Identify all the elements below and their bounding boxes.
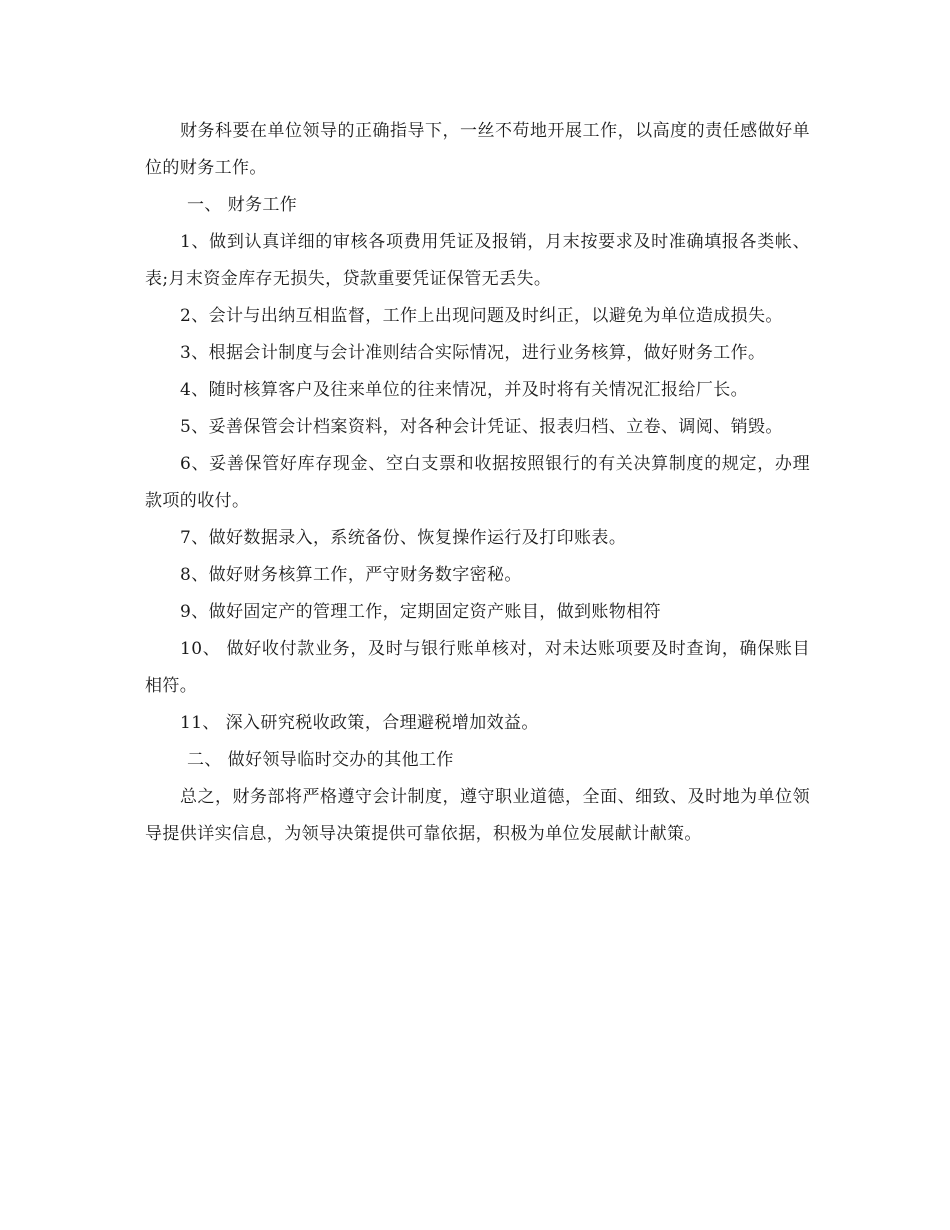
intro-paragraph: 财务科要在单位领导的正确指导下，一丝不苟地开展工作，以高度的责任感做好单位的财务工作。 [145,121,810,178]
list-item: 5、妥善保管会计档案资料，对各种会计凭证、报表归档、立卷、调阅、销毁。 [180,417,783,437]
list-item: 9、做好固定产的管理工作，定期固定资产账目，做到账物相符 [180,602,662,622]
list-item: 11、 深入研究税收政策，合理避税增加效益。 [180,713,539,733]
list-item: 2、会计与出纳互相监督，工作上出现问题及时纠正，以避免为单位造成损失。 [180,306,783,326]
conclusion-paragraph: 总之，财务部将严格遵守会计制度，遵守职业道德，全面、细致、及时地为单位领导提供详实信息，为领导决策提供可靠依据，积极为单位发展献计献策。 [145,787,810,844]
document-body [145,113,810,853]
list-item: 1、做到认真详细的审核各项费用凭证及报销，月末按要求及时准确填报各类帐、表;月末资金库存无损失，贷款重要凭证保管无丢失。 [145,232,810,289]
list-item: 8、做好财务核算工作，严守财务数字密秘。 [180,565,522,585]
list-item: 10、 做好收付款业务，及时与银行账单核对，对未达账项要及时查询，确保账目相符。 [145,639,810,696]
section-heading-other-work: 二、 做好领导临时交办的其他工作 [187,750,454,770]
section-heading-finance-work: 一、 财务工作 [187,195,298,215]
list-item: 3、根据会计制度与会计准则结合实际情况，进行业务核算，做好财务工作。 [180,343,766,363]
list-item: 7、做好数据录入，系统备份、恢复操作运行及打印账表。 [180,528,627,548]
list-item: 4、随时核算客户及往来单位的往来情况，并及时将有关情况汇报给厂长。 [180,380,749,400]
list-item: 6、妥善保管好库存现金、空白支票和收据按照银行的有关决算制度的规定，办理款项的收付。 [145,454,810,511]
